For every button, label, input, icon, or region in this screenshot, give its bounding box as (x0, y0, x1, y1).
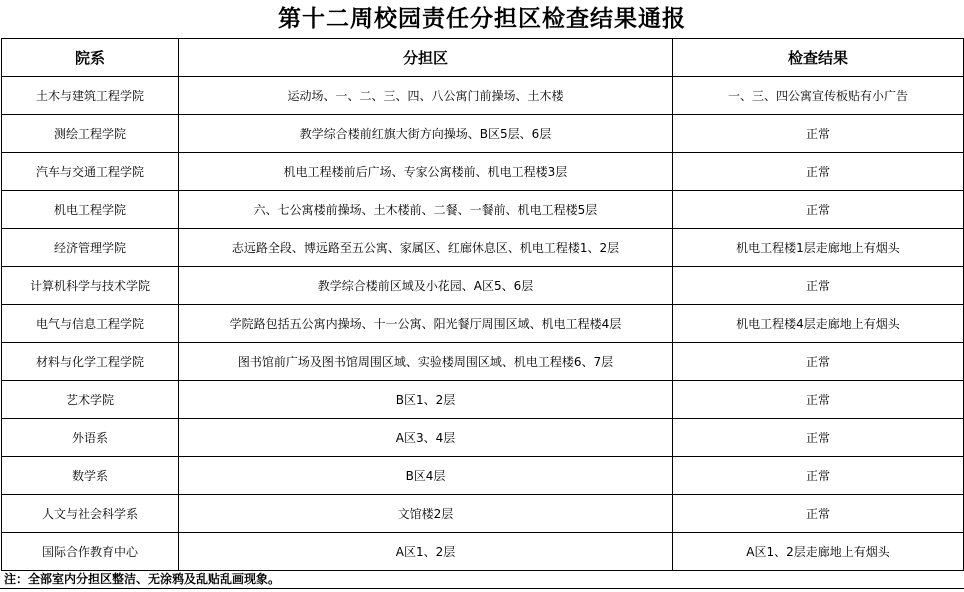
report-title: 第十二周校园责任分担区检查结果通报 (278, 5, 686, 32)
table-row (2, 305, 964, 343)
result-cell: 正常 (673, 457, 964, 495)
department-column-header: 院系 (2, 39, 179, 77)
table-row (2, 153, 964, 191)
result-cell: 正常 (673, 191, 964, 229)
table-row (2, 419, 964, 457)
department-cell: 艺术学院 (2, 381, 179, 419)
area-cell: 教学综合楼前红旗大街方向操场、B区5层、6层 (179, 115, 673, 153)
table-row (2, 229, 964, 267)
result-cell: 正常 (673, 381, 964, 419)
table-row (2, 533, 964, 571)
department-cell: 汽车与交通工程学院 (2, 153, 179, 191)
result-cell: 一、三、四公寓宣传板贴有小广告 (673, 77, 964, 115)
inspection-results-table (1, 38, 964, 571)
footer-note: 注：全部室内分担区整洁、无涂鸦及乱贴乱画现象。 (4, 572, 281, 586)
footer-divider (0, 588, 964, 589)
area-cell: 图书馆前广场及图书馆周围区域、实验楼周围区域、机电工程楼6、7层 (179, 343, 673, 381)
area-cell: 机电工程楼前后广场、专家公寓楼前、机电工程楼3层 (179, 153, 673, 191)
department-cell: 经济管理学院 (2, 229, 179, 267)
result-cell: 机电工程楼1层走廊地上有烟头 (673, 229, 964, 267)
area-cell: A区1、2层 (179, 533, 673, 571)
result-cell: 正常 (673, 153, 964, 191)
result-cell: 正常 (673, 495, 964, 533)
department-cell: 人文与社会科学系 (2, 495, 179, 533)
department-cell: 土木与建筑工程学院 (2, 77, 179, 115)
table-row (2, 495, 964, 533)
area-column-header: 分担区 (179, 39, 673, 77)
area-cell: 文馆楼2层 (179, 495, 673, 533)
result-cell: A区1、2层走廊地上有烟头 (673, 533, 964, 571)
area-cell: 志远路全段、博远路至五公寓、家属区、红廊休息区、机电工程楼1、2层 (179, 229, 673, 267)
result-cell: 正常 (673, 419, 964, 457)
result-cell: 正常 (673, 115, 964, 153)
department-cell: 数学系 (2, 457, 179, 495)
area-cell: A区3、4层 (179, 419, 673, 457)
area-cell: 教学综合楼前区域及小花园、A区5、6层 (179, 267, 673, 305)
table-row (2, 77, 964, 115)
area-cell: 六、七公寓楼前操场、土木楼前、二餐、一餐前、机电工程楼5层 (179, 191, 673, 229)
department-cell: 外语系 (2, 419, 179, 457)
table-row (2, 381, 964, 419)
area-cell: 学院路包括五公寓内操场、十一公寓、阳光餐厅周围区域、机电工程楼4层 (179, 305, 673, 343)
table-row (2, 267, 964, 305)
result-cell: 正常 (673, 343, 964, 381)
result-cell: 正常 (673, 267, 964, 305)
department-cell: 机电工程学院 (2, 191, 179, 229)
department-cell: 计算机科学与技术学院 (2, 267, 179, 305)
department-cell: 材料与化学工程学院 (2, 343, 179, 381)
department-cell: 国际合作教育中心 (2, 533, 179, 571)
table-row (2, 191, 964, 229)
department-cell: 电气与信息工程学院 (2, 305, 179, 343)
department-cell: 测绘工程学院 (2, 115, 179, 153)
area-cell: 运动场、一、二、三、四、八公寓门前操场、土木楼 (179, 77, 673, 115)
result-column-header: 检查结果 (673, 39, 964, 77)
result-cell: 机电工程楼4层走廊地上有烟头 (673, 305, 964, 343)
table-row (2, 115, 964, 153)
table-row (2, 343, 964, 381)
area-cell: B区1、2层 (179, 381, 673, 419)
table-row (2, 457, 964, 495)
area-cell: B区4层 (179, 457, 673, 495)
header-row (2, 39, 964, 77)
